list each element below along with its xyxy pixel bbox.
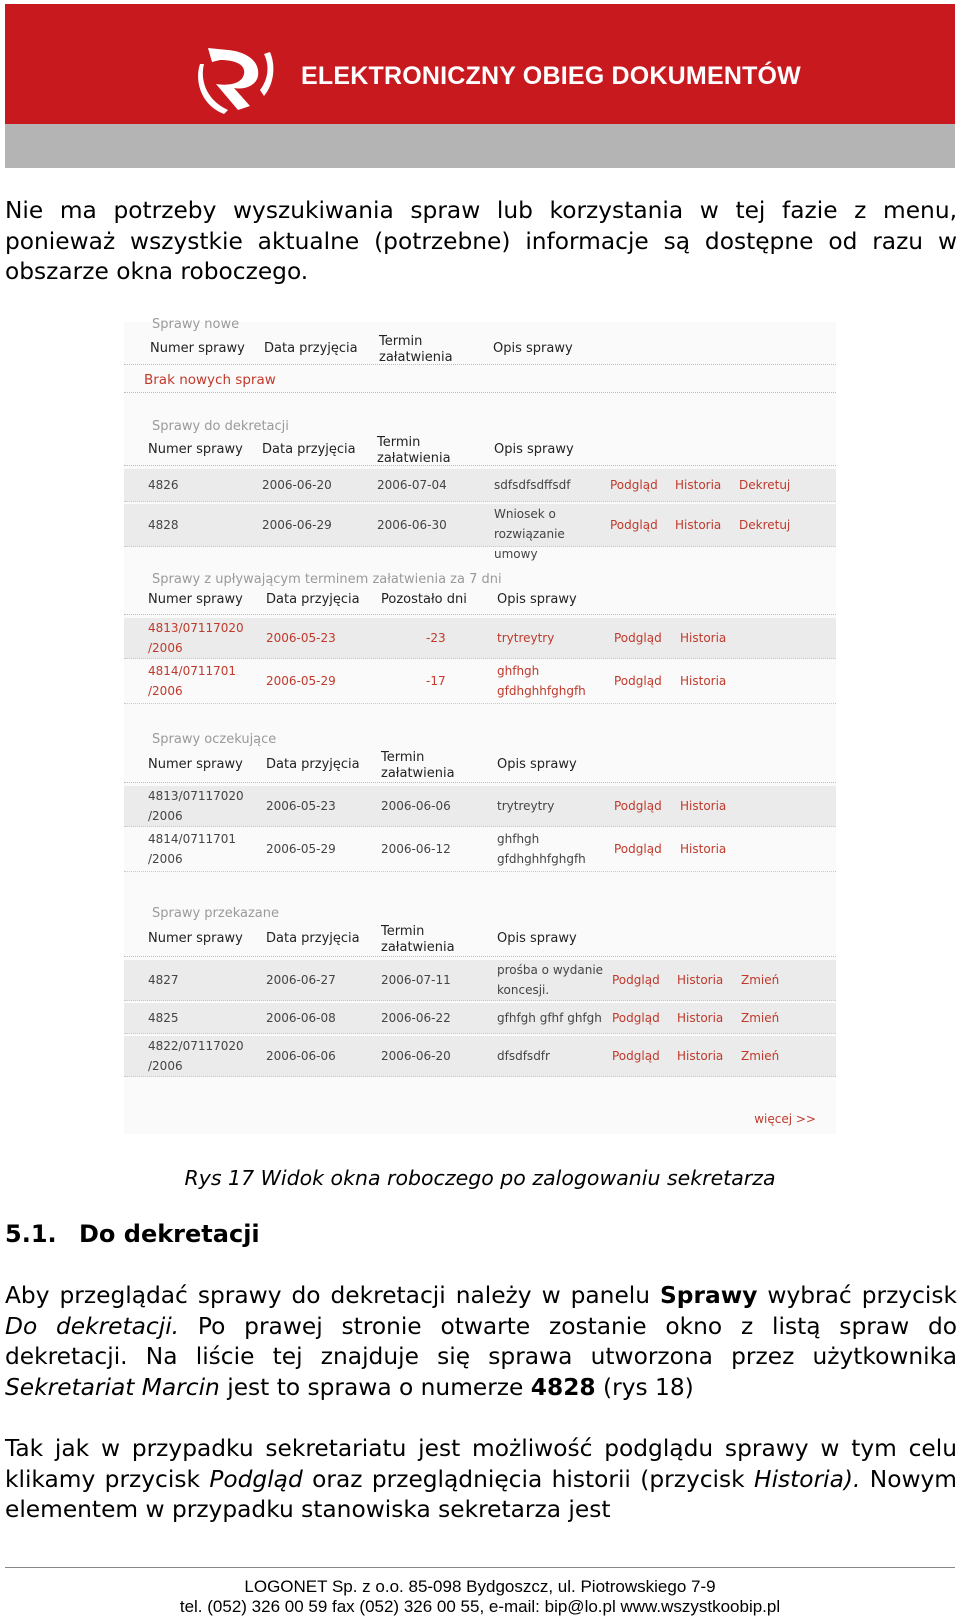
- historia-link[interactable]: Historia: [675, 518, 722, 532]
- header-numer: Numer sprawy: [150, 341, 245, 356]
- cell-termin: 2006-07-04: [377, 478, 447, 492]
- podglad-link[interactable]: Podgląd: [614, 799, 662, 813]
- header-numer: Numer sprawy: [148, 592, 243, 607]
- cell-opis: ghfhgh gfdhghhfghgfh: [497, 832, 586, 866]
- cell-termin: 2006-06-06: [381, 799, 451, 813]
- more-link[interactable]: więcej >>: [754, 1112, 816, 1126]
- cell-opis: Wniosek o rozwiązanie umowy: [494, 507, 565, 561]
- header-termin: Termin załatwienia: [379, 334, 453, 365]
- workspace-screenshot: [124, 317, 836, 1134]
- header-data: Data przyjęcia: [266, 592, 360, 607]
- table-row: [124, 960, 836, 1001]
- zmien-link[interactable]: Zmień: [741, 973, 780, 987]
- cell-termin: 2006-06-22: [381, 1011, 451, 1025]
- footer-divider: [5, 1567, 955, 1568]
- bold-text: 4828: [530, 1373, 596, 1401]
- cell-numer: 4813/07117020 /2006: [148, 621, 244, 655]
- podglad-link[interactable]: Podgląd: [614, 842, 662, 856]
- dekretuj-link[interactable]: Dekretuj: [739, 478, 791, 492]
- italic-text: Do dekretacji.: [5, 1312, 180, 1340]
- header-data: Data przyjęcia: [262, 442, 356, 457]
- figure-caption: Rys 17 Widok okna roboczego po zalogowaniu sekretarza: [184, 1166, 776, 1190]
- header-banner: [5, 4, 955, 168]
- table-row: [124, 504, 836, 561]
- text: jest to sprawa o numerze: [219, 1373, 531, 1401]
- cell-numer: 4814/0711701 /2006: [148, 832, 237, 866]
- cell-opis: trytreytry: [497, 799, 555, 813]
- section-title: Do dekretacji: [79, 1220, 260, 1248]
- section-title: Sprawy przekazane: [152, 906, 279, 921]
- header-opis: Opis sprawy: [497, 931, 577, 946]
- header-data: Data przyjęcia: [266, 757, 360, 772]
- cell-data: 2006-05-23: [266, 799, 336, 813]
- footer-line-1: LOGONET Sp. z o.o. 85-098 Bydgoszcz, ul. Piotrowskiego 7-9: [244, 1577, 716, 1596]
- cell-numer: 4826: [148, 478, 179, 492]
- table-row: [124, 661, 836, 704]
- cell-numer: 4825: [148, 1011, 179, 1025]
- cell-opis: dfsdfsdfr: [497, 1049, 550, 1063]
- table-row: [124, 1036, 836, 1077]
- cell-data: 2006-06-20: [262, 478, 332, 492]
- text: Po prawej stronie otwarte zostanie okno z listą spraw do dekretacji. Na liście tej znajduje się sprawa utworzona przez użytkownika: [5, 1312, 957, 1370]
- podglad-link[interactable]: Podgląd: [610, 518, 658, 532]
- header-numer: Numer sprawy: [148, 757, 243, 772]
- table-header: [124, 435, 836, 466]
- cell-data: 2006-06-08: [266, 1011, 336, 1025]
- text: (rys 18): [595, 1373, 694, 1401]
- cell-data: 2006-06-27: [266, 973, 336, 987]
- header-termin: Termin załatwienia: [377, 435, 451, 466]
- podglad-link[interactable]: Podgląd: [612, 1011, 660, 1025]
- historia-link[interactable]: Historia: [680, 674, 727, 688]
- section-heading: [5, 1220, 260, 1248]
- table-row: [124, 829, 836, 872]
- historia-link[interactable]: Historia: [677, 1049, 724, 1063]
- podglad-link[interactable]: Podgląd: [610, 478, 658, 492]
- historia-link[interactable]: Historia: [680, 799, 727, 813]
- section-title: Sprawy nowe: [152, 317, 240, 332]
- banner-title: ELEKTRONICZNY OBIEG DOKUMENTÓW: [301, 62, 801, 90]
- paragraph-2: [5, 1434, 957, 1526]
- table-header: [124, 590, 836, 615]
- bold-text: Sprawy: [660, 1282, 758, 1309]
- cell-pozostalo: -23: [426, 631, 446, 645]
- cell-termin: 2006-06-12: [381, 842, 451, 856]
- historia-link[interactable]: Historia: [675, 478, 722, 492]
- cell-data: 2006-05-23: [266, 631, 336, 645]
- table-header: [124, 924, 836, 957]
- header-opis: Opis sprawy: [493, 341, 573, 356]
- section-title: Sprawy do dekretacji: [152, 419, 289, 434]
- cell-numer: 4813/07117020 /2006: [148, 789, 244, 823]
- cell-termin: 2006-06-20: [381, 1049, 451, 1063]
- logo-icon: [198, 40, 278, 116]
- header-data: Data przyjęcia: [266, 931, 360, 946]
- cell-data: 2006-05-29: [266, 674, 336, 688]
- italic-text: Sekretariat Marcin: [5, 1373, 220, 1401]
- table-header: [124, 334, 836, 365]
- podglad-link[interactable]: Podgląd: [614, 631, 662, 645]
- cell-opis: ghfhgh gfdhghhfghgfh: [497, 664, 586, 698]
- empty-message: Brak nowych spraw: [144, 372, 276, 388]
- header-numer: Numer sprawy: [148, 931, 243, 946]
- cell-opis: sdfsdfsdffsdf: [494, 478, 571, 492]
- header-opis: Opis sprawy: [497, 592, 577, 607]
- table-row: [124, 469, 836, 502]
- cell-numer: 4827: [148, 973, 179, 987]
- text: oraz przeglądnięcia historii (przycisk: [302, 1465, 755, 1493]
- banner-grey-band: [5, 124, 955, 168]
- historia-link[interactable]: Historia: [680, 842, 727, 856]
- section-number: 5.1.: [5, 1220, 57, 1248]
- historia-link[interactable]: Historia: [680, 631, 727, 645]
- header-opis: Opis sprawy: [497, 757, 577, 772]
- text: Nowym elementem w przypadku stanowiska sekretarza jest: [5, 1465, 957, 1523]
- cell-opis: trytreytry: [497, 631, 555, 645]
- intro-paragraph: Nie ma potrzeby wyszukiwania spraw lub korzystania w tej fazie z menu, ponieważ wszystkie aktualne (potrzebne) informacje są dostępne od razu w obszarze okna roboczego.: [5, 197, 957, 285]
- table-row: [124, 1003, 836, 1034]
- header-data: Data przyjęcia: [264, 341, 358, 356]
- cell-termin: 2006-07-11: [381, 973, 451, 987]
- header-numer: Numer sprawy: [148, 442, 243, 457]
- section-title: Sprawy oczekujące: [152, 732, 277, 747]
- cell-data: 2006-05-29: [266, 842, 336, 856]
- podglad-link[interactable]: Podgląd: [612, 973, 660, 987]
- header-opis: Opis sprawy: [494, 442, 574, 457]
- table-header: [124, 750, 836, 783]
- italic-text: Podgląd: [209, 1465, 303, 1493]
- cell-data: 2006-06-29: [262, 518, 332, 532]
- historia-link[interactable]: Historia: [677, 1011, 724, 1025]
- dekretuj-link[interactable]: Dekretuj: [739, 518, 791, 532]
- cell-numer: 4822/07117020 /2006: [148, 1039, 244, 1073]
- table-row: [124, 618, 836, 659]
- historia-link[interactable]: Historia: [677, 973, 724, 987]
- zmien-link[interactable]: Zmień: [741, 1049, 780, 1063]
- header-termin: Termin załatwienia: [381, 750, 455, 781]
- paragraph-1: [5, 1281, 957, 1403]
- text: Aby przeglądać sprawy do dekretacji należy w panelu: [5, 1282, 661, 1309]
- cell-termin: 2006-06-30: [377, 518, 447, 532]
- cell-data: 2006-06-06: [266, 1049, 336, 1063]
- cell-opis: gfhfgh gfhf ghfgh: [497, 1011, 602, 1025]
- cell-numer: 4828: [148, 518, 179, 532]
- divider: [124, 362, 836, 393]
- italic-text: Historia).: [754, 1465, 861, 1493]
- podglad-link[interactable]: Podgląd: [612, 1049, 660, 1063]
- text: Tak jak w przypadku sekretariatu jest możliwość podglądu sprawy w tym celu klikamy przycisk: [5, 1435, 957, 1493]
- table-row: [124, 786, 836, 827]
- section-title: Sprawy z upływającym terminem załatwienia za 7 dni: [152, 572, 502, 587]
- zmien-link[interactable]: Zmień: [741, 1011, 780, 1025]
- podglad-link[interactable]: Podgląd: [614, 674, 662, 688]
- header-termin: Termin załatwienia: [381, 924, 455, 955]
- cell-opis: prośba o wydanie koncesji.: [497, 963, 604, 997]
- cell-pozostalo: -17: [426, 674, 446, 688]
- text: wybrać przycisk: [757, 1282, 957, 1309]
- header-pozostalo: Pozostało dni: [381, 592, 467, 607]
- footer-line-2: tel. (052) 326 00 59 fax (052) 326 00 55, e-mail: bip@lo.pl www.wszystkoobip.pl: [179, 1597, 781, 1616]
- cell-numer: 4814/0711701 /2006: [148, 664, 237, 698]
